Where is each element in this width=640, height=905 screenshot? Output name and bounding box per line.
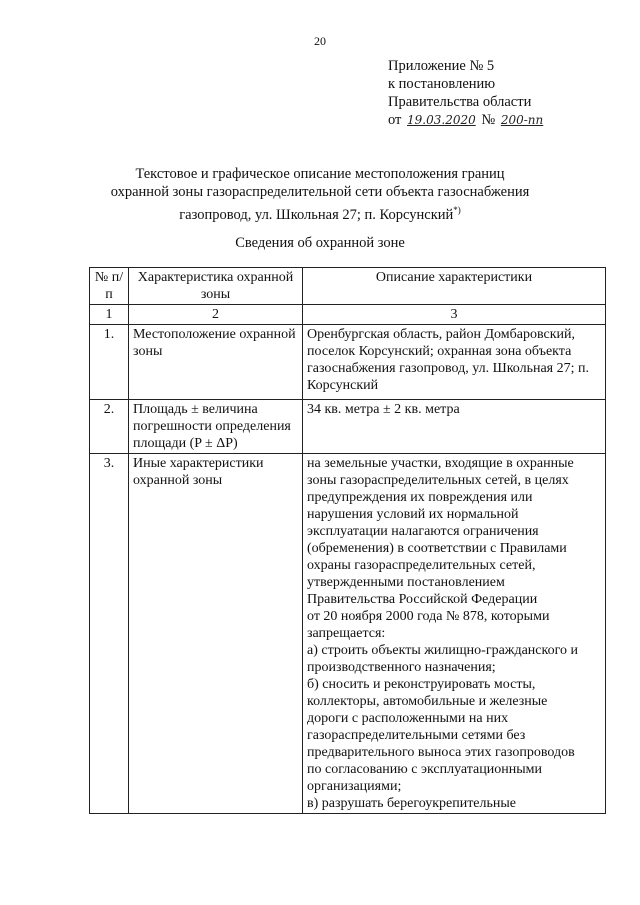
description-line: дороги с расположенными на них [307, 711, 509, 726]
row-characteristic: Площадь ± величина погрешности определения площади (P ± ΔP) [129, 400, 303, 454]
description-line: эксплуатации налагаются ограничения [307, 524, 539, 539]
page-number: 20 [314, 34, 326, 48]
title-line-3: газопровод, ул. Школьная 27; п. Корсунский*) [179, 205, 461, 223]
row-number: 3. [90, 454, 129, 814]
row-characteristic: Местоположение охранной зоны [129, 325, 303, 400]
table-row [90, 400, 606, 454]
description-line: зоны газораспределительных сетей, в целях [307, 473, 569, 488]
table-row [90, 454, 606, 814]
appendix-date-line [388, 111, 545, 129]
description-line: от 20 ноября 2000 года № 878, которыми [307, 609, 550, 624]
column-number-row [90, 305, 606, 325]
row-description [303, 454, 606, 814]
description-line: в) разрушать берегоукрепительные [307, 796, 517, 811]
number-value: 200-пп [500, 113, 544, 127]
description-line: организациями; [307, 779, 402, 794]
title-line-1: Текстовое и графическое описание местоположения границ [135, 166, 505, 182]
description-line: на земельные участки, входящие в охранные [307, 456, 574, 471]
description-line: по согласованию с эксплуатационными [307, 762, 542, 777]
footnote-mark: *) [453, 205, 461, 215]
number-prefix: № [481, 112, 496, 128]
description-line: газораспределительными сетями без [307, 728, 526, 743]
appendix-line-1: Приложение № 5 [388, 58, 495, 74]
description-line: (обременения) в соответствии с Правилами [307, 541, 567, 556]
table-row [90, 325, 606, 400]
row-description: Оренбургская область, район Домбаровский, поселок Корсунский; охранная зона объекта газоснабжения газопровод, ул. Школьная 27; п. Корсунский [303, 325, 606, 400]
description-line: предварительного выноса этих газопроводов [307, 745, 575, 760]
date-value: 19.03.2020 [407, 113, 476, 127]
section-subtitle: Сведения об охранной зоне [235, 235, 405, 251]
title-line-2: охранной зоны газораспределительной сети объекта газоснабжения [110, 184, 530, 200]
description-line: б) сносить и реконструировать мосты, [307, 677, 536, 692]
column-number: 1 [90, 305, 129, 325]
description-line: охраны газораспределительных сетей, [307, 558, 536, 573]
table-header-row [90, 268, 606, 305]
zone-info-table [89, 267, 606, 814]
column-number: 2 [129, 305, 303, 325]
row-number: 2. [90, 400, 129, 454]
description-line: нарушения условий их нормальной [307, 507, 519, 522]
description-line: запрещается: [307, 626, 386, 641]
row-number: 1. [90, 325, 129, 400]
description-line: производственного назначения; [307, 660, 496, 675]
appendix-line-3: Правительства области [388, 94, 532, 110]
description-line: предупреждения их повреждения или [307, 490, 533, 505]
appendix-line-2: к постановлению [388, 76, 496, 92]
description-line: Правительства Российской Федерации [307, 592, 538, 607]
row-description: 34 кв. метра ± 2 кв. метра [303, 400, 606, 454]
column-number: 3 [303, 305, 606, 325]
header-description: Описание характеристики [303, 268, 606, 305]
date-prefix: от [388, 112, 402, 128]
header-characteristic: Характеристика охранной зоны [129, 268, 303, 305]
document-title [70, 165, 570, 224]
appendix-header [388, 57, 545, 129]
description-line: коллекторы, автомобильные и железные [307, 694, 548, 709]
row-characteristic: Иные характеристики охранной зоны [129, 454, 303, 814]
header-number: № п/п [90, 268, 129, 305]
description-line: а) строить объекты жилищно-гражданского и [307, 643, 578, 658]
description-line: утвержденными постановлением [307, 575, 505, 590]
